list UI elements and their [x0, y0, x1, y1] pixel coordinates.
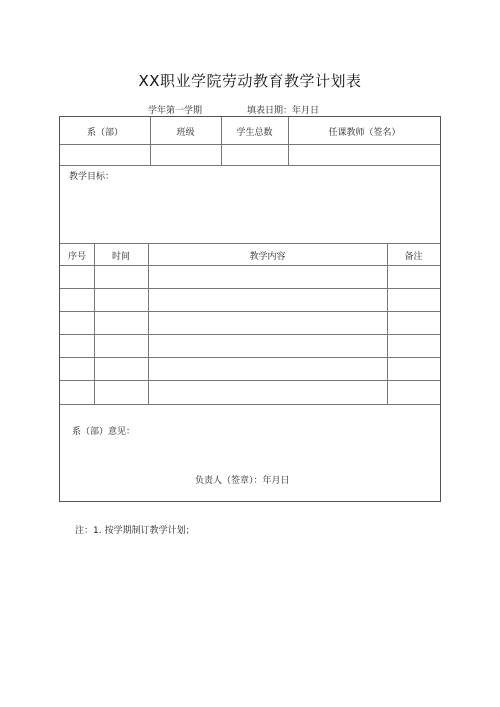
fill-date-label: 填表日期：年月日 [247, 106, 320, 116]
time-column-header: 时间 [111, 252, 130, 262]
remarks-column-header: 备注 [404, 252, 423, 262]
teacher-signature-value-cell[interactable] [289, 145, 440, 165]
row-content-cell[interactable] [149, 363, 387, 377]
row-index-cell[interactable] [60, 271, 94, 285]
class-header: 班级 [176, 128, 195, 138]
index-column-header: 序号 [67, 252, 86, 262]
row-index-cell[interactable] [60, 294, 94, 308]
footnote-text: 按学期制订教学计划； [104, 526, 195, 536]
row-content-cell[interactable] [149, 294, 387, 308]
table-row [60, 381, 440, 404]
row-time-cell[interactable] [95, 317, 148, 331]
row-time-cell[interactable] [95, 340, 148, 354]
teacher-signature-header: 任课教师（签名） [328, 128, 401, 138]
student-count-header: 学生总数 [236, 128, 273, 138]
signature-line: 负责人（签章）：年月日 [195, 476, 290, 486]
plan-form [59, 116, 441, 502]
row-time-cell[interactable] [95, 271, 148, 285]
row-content-cell[interactable] [149, 386, 387, 400]
semester-label: 学年第一学期 [148, 106, 203, 116]
row-index-cell[interactable] [60, 386, 94, 400]
table-row [60, 266, 440, 288]
department-opinion-field[interactable] [60, 437, 440, 467]
row-remarks-cell[interactable] [388, 317, 440, 331]
department-opinion-label: 系（部）意见： [72, 427, 136, 437]
table-row [60, 289, 440, 311]
page-title: XX职业学院劳动教育教学计划表 [138, 72, 362, 90]
row-content-cell[interactable] [149, 340, 387, 354]
row-remarks-cell[interactable] [388, 363, 440, 377]
footnote-prefix: 注： [75, 526, 94, 536]
footnote-number: 1. [93, 526, 102, 536]
row-content-cell[interactable] [149, 271, 387, 285]
teaching-goals-field[interactable] [60, 181, 440, 243]
teaching-goals-label: 教学目标： [69, 172, 115, 182]
row-content-cell[interactable] [149, 317, 387, 331]
row-remarks-cell[interactable] [388, 294, 440, 308]
row-time-cell[interactable] [95, 294, 148, 308]
row-time-cell[interactable] [95, 386, 148, 400]
student-count-value-cell[interactable] [222, 145, 288, 165]
footnote [75, 523, 195, 536]
content-column-header: 教学内容 [249, 252, 286, 262]
row-index-cell[interactable] [60, 340, 94, 354]
row-index-cell[interactable] [60, 363, 94, 377]
department-header: 系（部） [86, 128, 123, 138]
department-value-cell[interactable] [60, 145, 150, 165]
class-value-cell[interactable] [151, 145, 221, 165]
table-row [60, 335, 440, 357]
row-index-cell[interactable] [60, 317, 94, 331]
row-remarks-cell[interactable] [388, 340, 440, 354]
row-remarks-cell[interactable] [388, 386, 440, 400]
table-row [60, 358, 440, 380]
row-time-cell[interactable] [95, 363, 148, 377]
row-remarks-cell[interactable] [388, 271, 440, 285]
table-row [60, 312, 440, 334]
